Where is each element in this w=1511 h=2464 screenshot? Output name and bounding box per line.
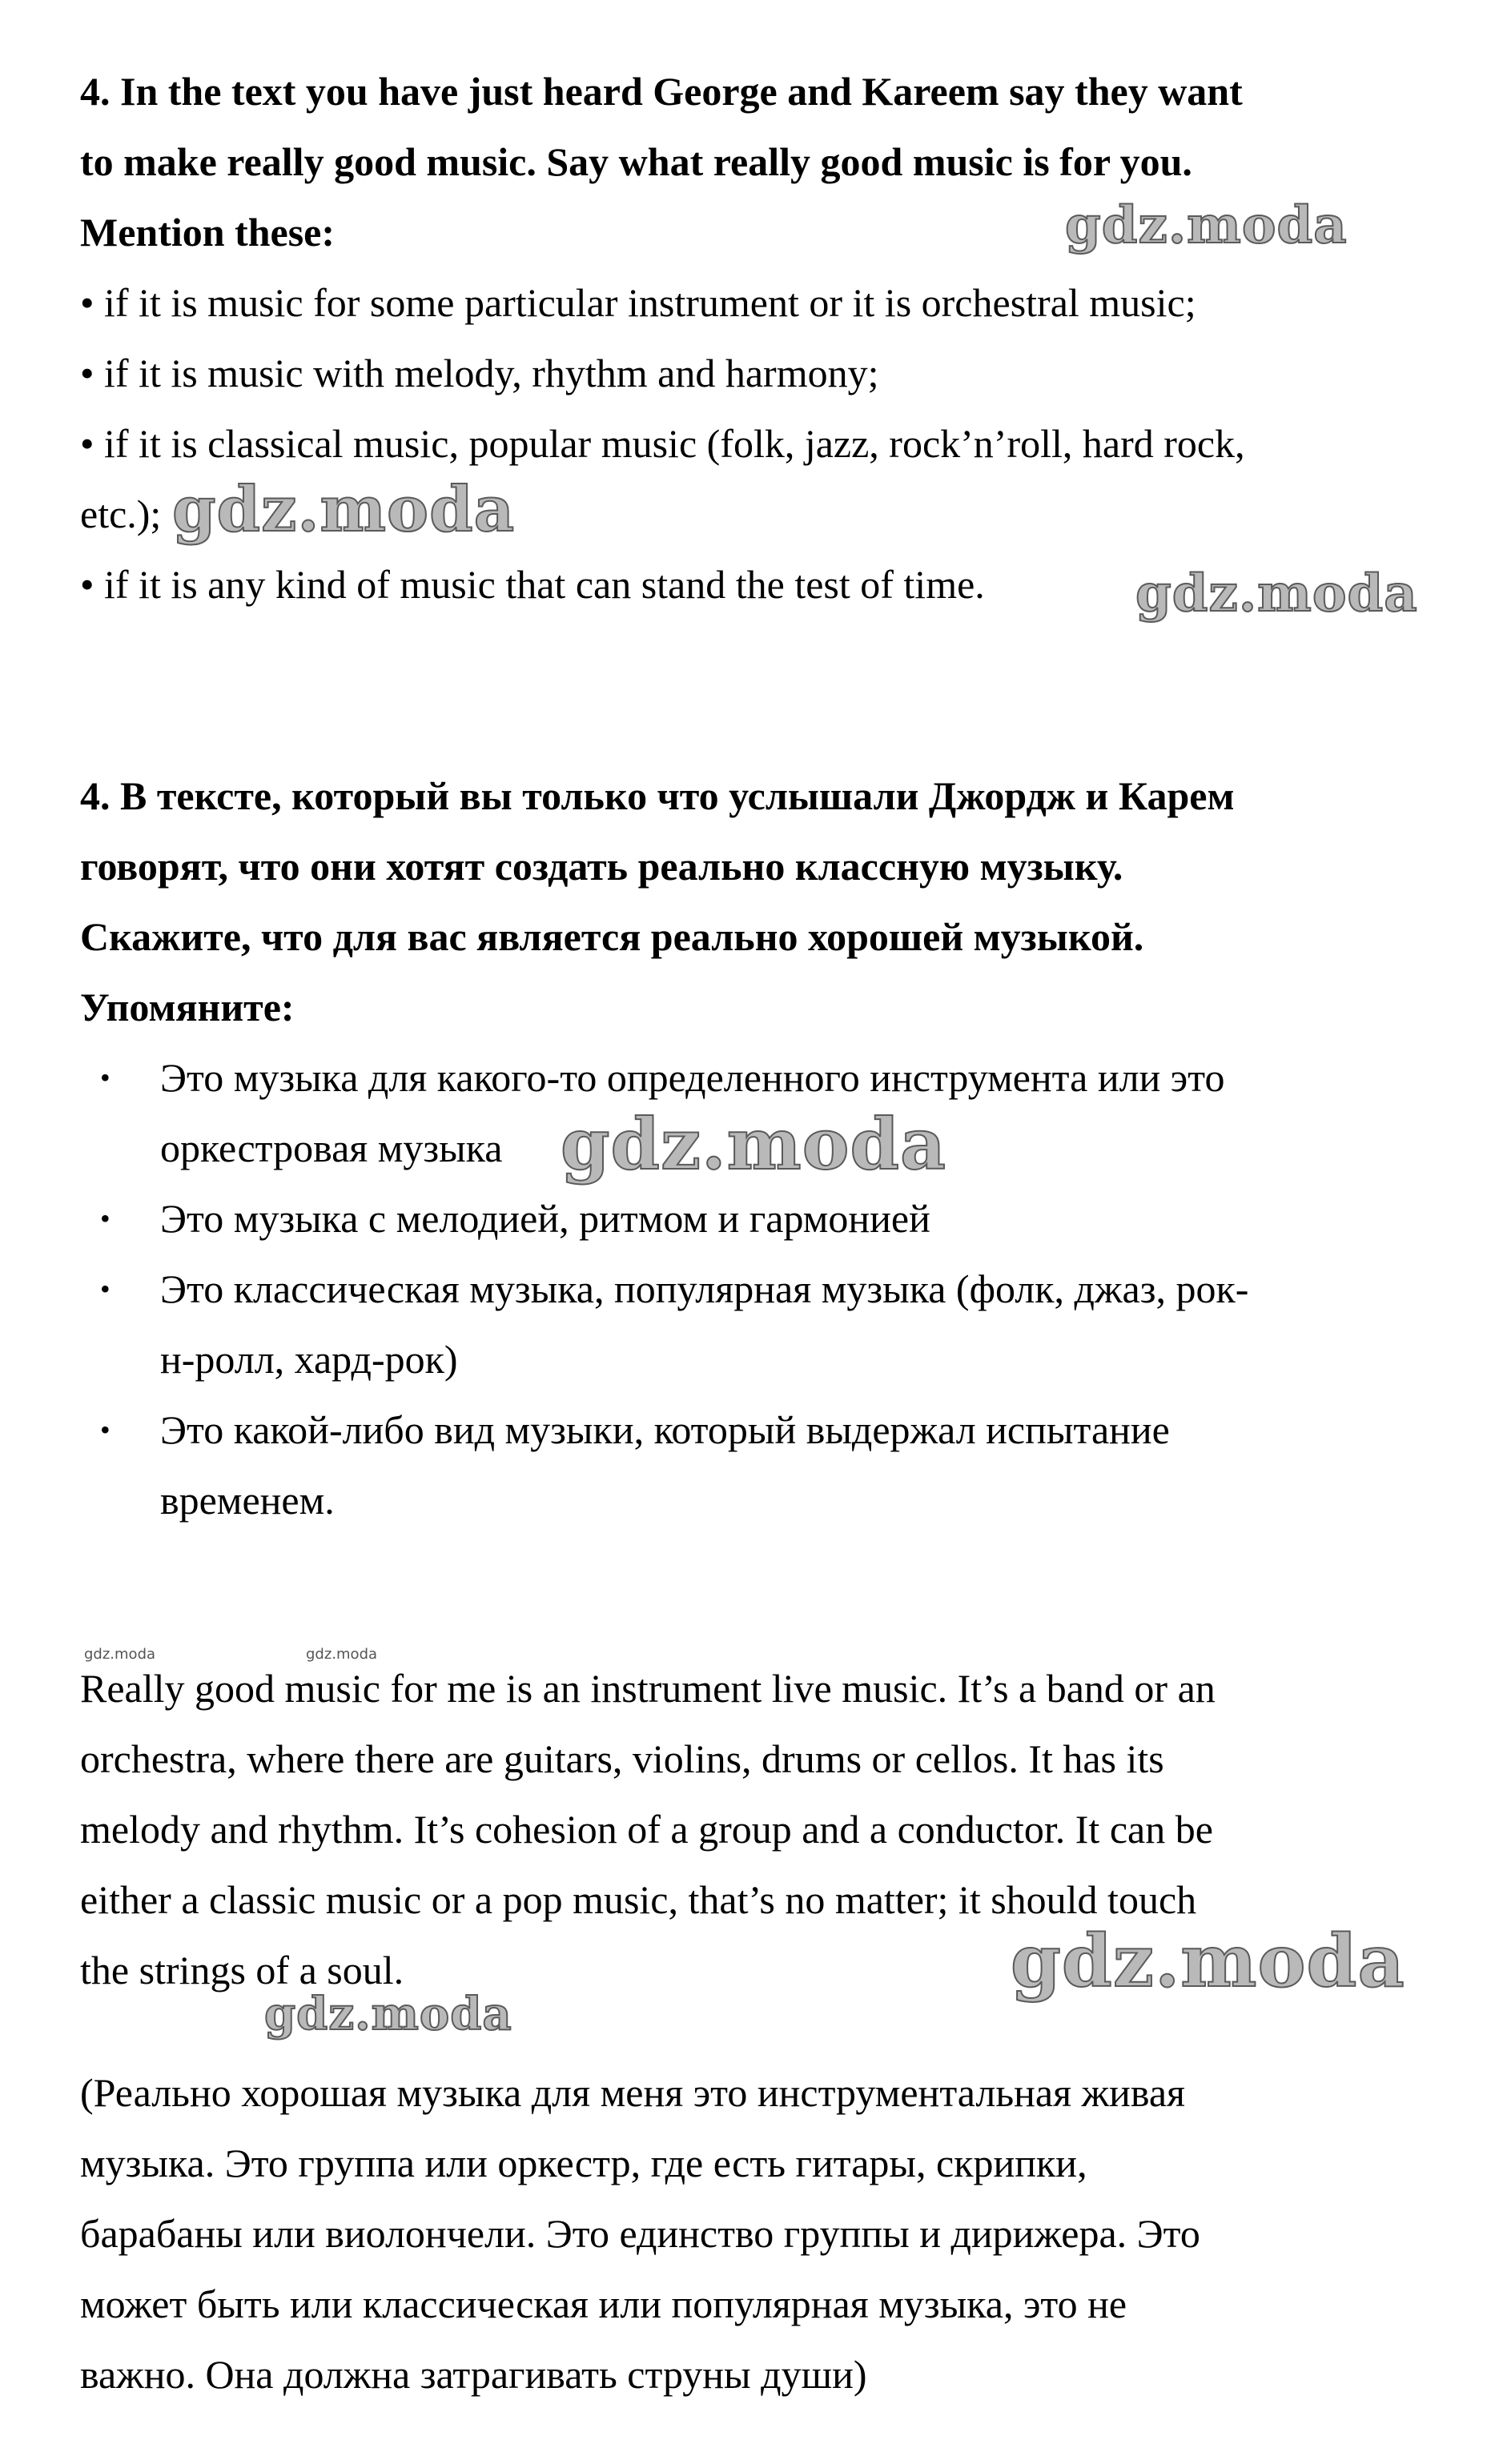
answer-line: either a classic music or a pop music, that’s no matter; it should touch xyxy=(80,1877,1197,1922)
answer-line: orchestra, where there are guitars, violins, drums or cellos. It has its xyxy=(80,1736,1164,1781)
heading-line: Скажите, что для вас является реально хорошей музыкой. xyxy=(80,914,1144,959)
bullet-line: • if it is music for some particular instrument or it is orchestral music; xyxy=(80,280,1196,325)
translation-line: (Реально хорошая музыка для меня это инструментальная живая xyxy=(80,2070,1186,2115)
answer-line: melody and rhythm. It’s cohesion of a group and a conductor. It can be xyxy=(80,1807,1213,1852)
heading-line: Упомяните: xyxy=(80,985,295,1029)
list-item-line: • Это музыка для какого-то определенного инструмента или это xyxy=(160,1055,1225,1100)
bullet-line: etc.); xyxy=(80,492,162,536)
bullet-line: • if it is any kind of music that can stand the test of time. xyxy=(80,562,985,607)
watermark: gdz.moda xyxy=(1011,1919,1405,2004)
watermark-small: gdz.moda xyxy=(306,1646,378,1663)
list-item-line: • Это классическая музыка, популярная музыка (фолк, джаз, рок- xyxy=(160,1266,1249,1311)
bullet-line: • if it is classical music, popular music (folk, jazz, rock’n’roll, hard rock, xyxy=(80,421,1245,466)
translation-line: важно. Она должна затрагивать струны души) xyxy=(80,2352,867,2397)
heading-line: 4. В тексте, который вы только что услышали Джордж и Карем xyxy=(80,773,1235,818)
list-item xyxy=(160,1395,1465,1535)
translation-line: может быть или классическая или популярная музыка, это не xyxy=(80,2281,1127,2326)
watermark: gdz.moda xyxy=(1135,564,1418,624)
list-item xyxy=(160,1183,1465,1254)
watermark-small: gdz.moda xyxy=(84,1646,156,1663)
heading-line: to make really good music. Say what really good music is for you. xyxy=(80,139,1192,184)
heading-line: Mention these: xyxy=(80,210,335,255)
answer-line: Really good music for me is an instrument live music. It’s a band or an xyxy=(80,1666,1216,1711)
watermark: gdz.moda xyxy=(1065,195,1348,255)
heading-line: 4. In the text you have just heard George and Kareem say they want xyxy=(80,69,1243,114)
list-item-line: н-ролл, хард-рок) xyxy=(160,1337,458,1382)
translation-line: барабаны или виолончели. Это единство группы и дирижера. Это xyxy=(80,2211,1200,2256)
russian-task-heading xyxy=(80,760,1465,1042)
list-item-line: оркестровая музыка xyxy=(160,1126,503,1170)
translation-line: музыка. Это группа или оркестр, где есть гитары, скрипки, xyxy=(80,2141,1087,2185)
list-item-line: • Это какой-либо вид музыки, который выдержал испытание xyxy=(160,1407,1170,1452)
list-item-line: временем. xyxy=(160,1478,335,1523)
watermark: gdz.moda xyxy=(172,473,516,546)
bullet-line: • if it is music with melody, rhythm and harmony; xyxy=(80,351,879,395)
watermark: gdz.moda xyxy=(561,1102,947,1186)
list-item xyxy=(160,1254,1465,1395)
list-item-line: • Это музыка с мелодией, ритмом и гармонией xyxy=(160,1196,930,1241)
answer-line: the strings of a soul. xyxy=(80,1948,404,1992)
translation-paragraph xyxy=(80,2057,1465,2410)
watermark: gdz.moda xyxy=(264,1988,512,2041)
heading-line: говорят, что они хотят создать реально классную музыку. xyxy=(80,844,1123,889)
